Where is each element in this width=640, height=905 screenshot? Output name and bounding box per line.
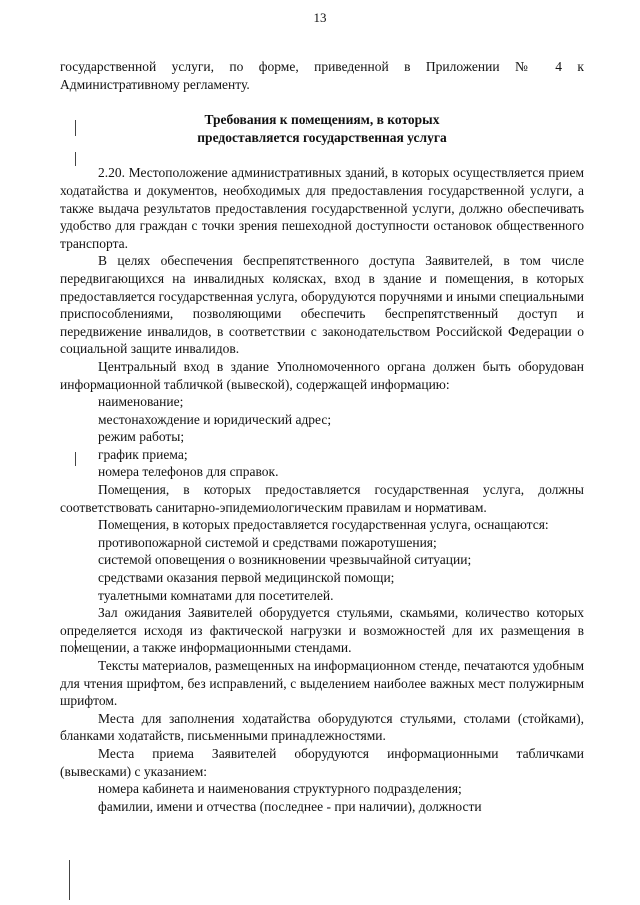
list-item: местонахождение и юридический адрес;: [98, 411, 332, 427]
list-item: номера кабинета и наименования структурного подразделения;: [98, 781, 462, 797]
list-item: противопожарной системой и средствами пожаротушения;: [98, 534, 437, 550]
paragraph-places-fill: Места для заполнения ходатайства оборудуются стульями, столами (стойками), бланками ходатайств, письменными принадлежностями.: [60, 710, 584, 744]
list-item: график приема;: [98, 446, 188, 462]
paragraph-waiting: Зал ожидания Заявителей оборудуется стульями, скамьями, количество которых определяется исходя из фактической нагрузки и возможностей для их размещения в помещении, а также информационными стендами.: [60, 605, 584, 656]
document-body: [60, 58, 584, 815]
paragraph-texts: Тексты материалов, размещенных на информационном стенде, печатаются удобным для чтения шрифтом, без исправлений, с выделением наиболее важных мест полужирным шрифтом.: [60, 658, 584, 709]
list-item: средствами оказания первой медицинской помощи;: [98, 570, 395, 586]
paragraph-entrance: Центральный вход в здание Уполномоченного органа должен быть оборудован информационной табличкой (вывеской), содержащей информацию:: [60, 358, 584, 392]
list-item: фамилии, имени и отчества (последнее - при наличии), должности: [98, 798, 482, 814]
paragraph-sanitary: Помещения, в которых предоставляется государственная услуга, должны соответствовать санитарно-эпидемиологическим правилам и нормативам.: [60, 482, 584, 515]
intro-paragraph: государственной услуги, по форме, приведенной в Приложении № 4 к Административному регламенту.: [60, 59, 584, 92]
paragraph-equipped: Помещения, в которых предоставляется государственная услуга, оснащаются:: [98, 517, 549, 533]
section-heading-line2: предоставляется государственная услуга: [197, 129, 447, 145]
list-item: наименование;: [98, 394, 184, 410]
paragraph-access: В целях обеспечения беспрепятственного доступа Заявителей, в том числе передвигающихся на инвалидных колясках, вход в здание и помещения, в которых предоставляется государственная услуга, оборудуются поручнями и иными специальными приспособлениями, позволяющими обеспечить беспрепятственный доступ и передвижение инвалидов, в соответствии с законодательством Российской Федерации о социальной защите инвалидов.: [60, 253, 584, 357]
paragraph-2-20: 2.20. Местоположение административных зданий, в которых осуществляется прием ходатайства и документов, необходимых для предоставления государственной услуги, а также выдача результатов предоставления государственной услуги, должно обеспечивать удобство для граждан с точки зрения пешеходной доступности остановок общественного транспорта.: [60, 165, 584, 251]
scan-mark: [69, 860, 70, 900]
list-item: системой оповещения о возникновении чрезвычайной ситуации;: [98, 552, 472, 568]
paragraph-places-reception: Места приема Заявителей оборудуются информационными табличками (вывесками) с указанием:: [60, 745, 584, 779]
list-item: режим работы;: [98, 429, 185, 445]
list-item: туалетными комнатами для посетителей.: [98, 587, 334, 603]
page-number: 13: [313, 10, 327, 25]
list-item: номера телефонов для справок.: [98, 464, 279, 480]
section-heading-line1: Требования к помещениям, в которых: [204, 112, 440, 128]
